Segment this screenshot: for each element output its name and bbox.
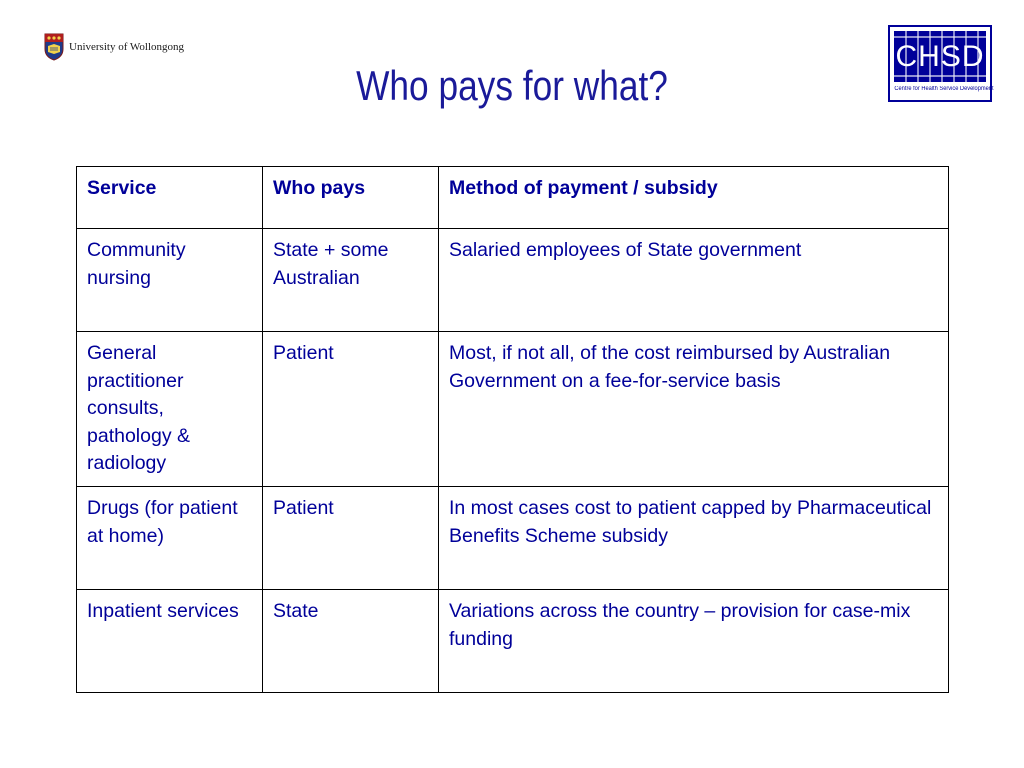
method-cell: Variations across the country – provision for case-mix funding — [439, 590, 949, 693]
column-header-method: Method of payment / subsidy — [439, 167, 949, 229]
who-pays-cell: State — [263, 590, 439, 693]
table-row — [77, 332, 949, 487]
chsd-grid — [894, 31, 986, 82]
method-cell: In most cases cost to patient capped by Pharmaceutical Benefits Scheme subsidy — [439, 487, 949, 590]
method-cell: Most, if not all, of the cost reimbursed by Australian Government on a fee-for-service basis — [439, 332, 949, 487]
service-cell: General practitioner consults, pathology & radiology — [77, 332, 263, 487]
method-cell: Salaried employees of State government — [439, 229, 949, 332]
chsd-subtitle: Centre for Health Service Development — [894, 86, 994, 92]
payment-table — [76, 166, 949, 693]
service-cell: Drugs (for patient at home) — [77, 487, 263, 590]
chsd-logo — [888, 25, 992, 102]
chsd-letters: CHSD — [895, 39, 985, 73]
table-row — [77, 487, 949, 590]
table-row — [77, 590, 949, 693]
crest-icon — [44, 33, 64, 61]
column-header-service: Service — [77, 167, 263, 229]
who-pays-cell: Patient — [263, 487, 439, 590]
page-title: Who pays for what? — [356, 62, 668, 109]
service-cell: Inpatient services — [77, 590, 263, 693]
who-pays-cell: Patient — [263, 332, 439, 487]
who-pays-cell: State + some Australian — [263, 229, 439, 332]
service-cell: Community nursing — [77, 229, 263, 332]
university-name: University of Wollongong — [69, 41, 185, 53]
table-row — [77, 229, 949, 332]
university-logo — [44, 33, 184, 61]
column-header-who-pays: Who pays — [263, 167, 439, 229]
table-header-row — [77, 167, 949, 229]
